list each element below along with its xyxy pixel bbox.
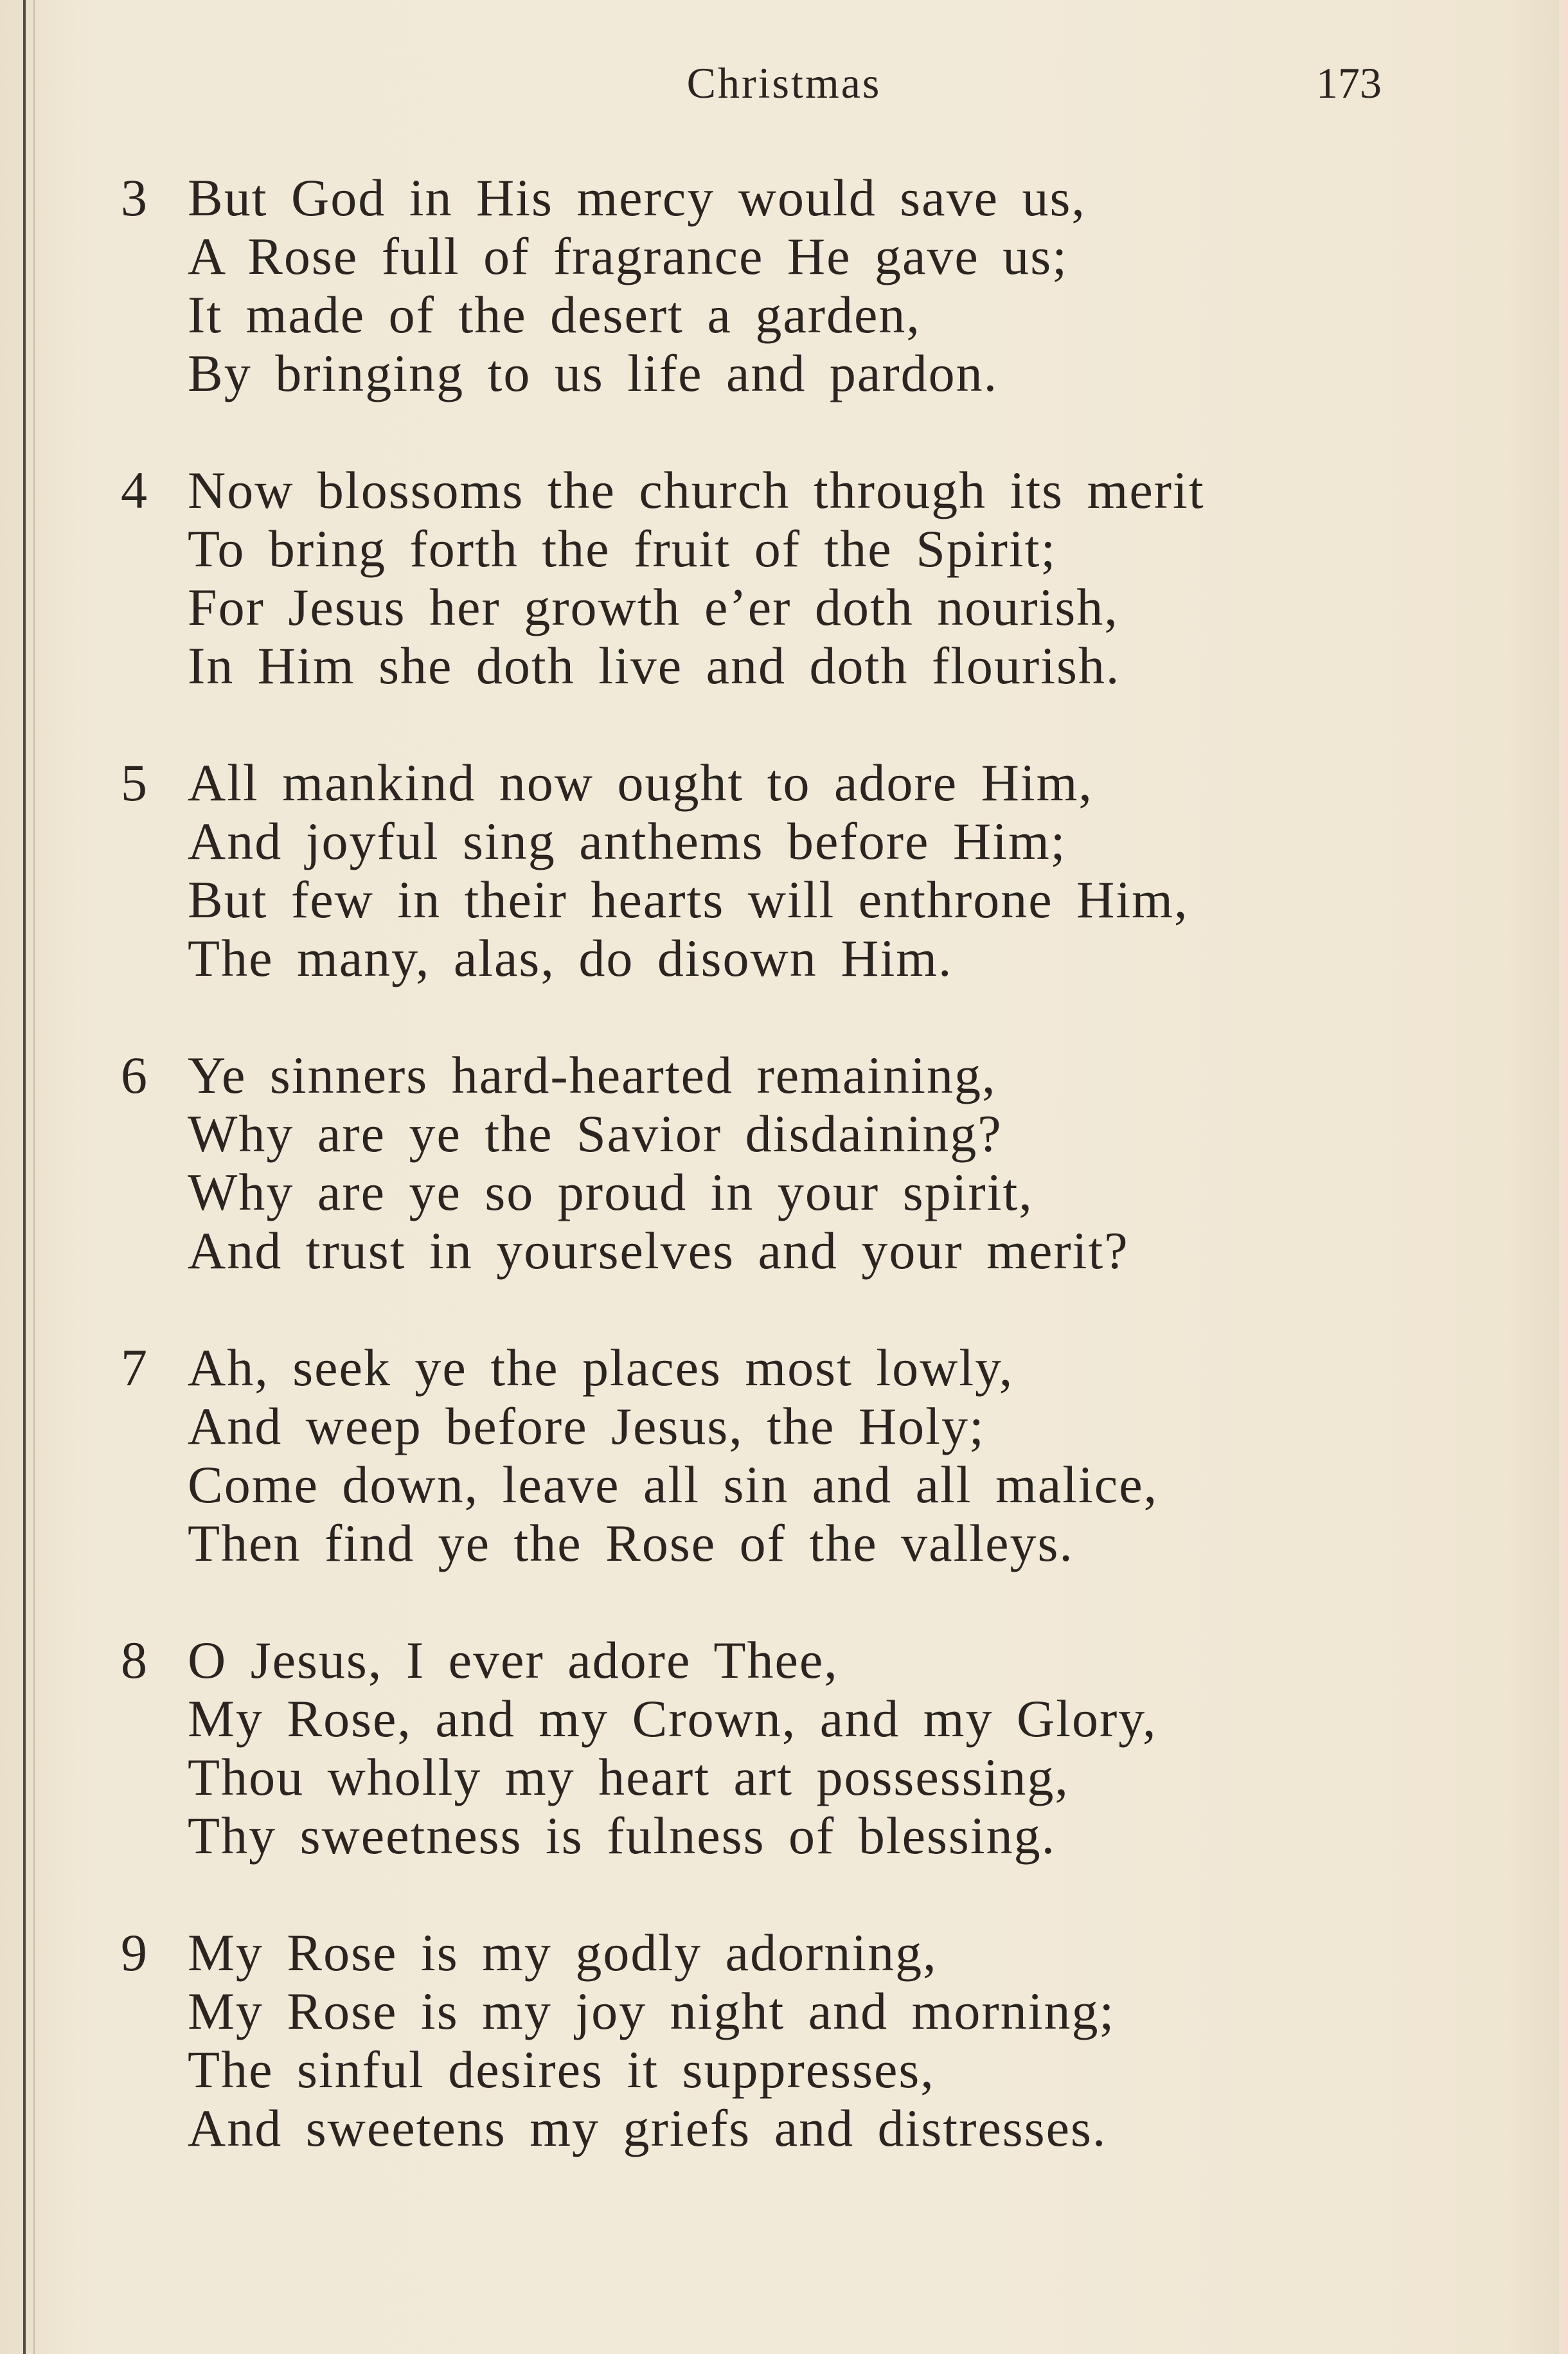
stanza-8 <box>121 1631 1457 1865</box>
verse-line: And sweetens my griefs and distresses. <box>188 2099 1107 2157</box>
stanza-number: 8 <box>121 1631 148 1689</box>
verse-line: But few in their hearts will enthrone Him, <box>188 870 1189 929</box>
stanza-number: 4 <box>121 461 148 519</box>
verse-line: A Rose full of fragrance He gave us; <box>188 227 1068 285</box>
verse-line: O Jesus, I ever adore Thee, <box>188 1631 839 1689</box>
verse-line: And joyful sing anthems before Him; <box>188 812 1067 870</box>
stanza-5 <box>121 753 1457 987</box>
stanza-number: 9 <box>121 1923 148 1982</box>
hymn-verses <box>121 168 1457 2216</box>
verse-line: But God in His mercy would save us, <box>188 168 1086 227</box>
stanza-7 <box>121 1338 1457 1572</box>
verse-line: And weep before Jesus, the Holy; <box>188 1397 985 1455</box>
verse-line: By bringing to us life and pardon. <box>188 344 999 402</box>
page-number: 173 <box>1316 58 1382 107</box>
binding-edge <box>23 0 26 2354</box>
verse-line: My Rose is my godly adorning, <box>188 1923 938 1982</box>
stanza-number: 3 <box>121 168 148 227</box>
page-edge <box>1559 0 1568 2354</box>
verse-line: The sinful desires it suppresses, <box>188 2040 935 2099</box>
stanza-3 <box>121 168 1457 402</box>
verse-line: In Him she doth live and doth flourish. <box>188 636 1121 695</box>
verse-line: For Jesus her growth e’er doth nourish, <box>188 578 1119 636</box>
running-title: Christmas <box>686 58 882 107</box>
verse-line: Thy sweetness is fulness of blessing. <box>188 1806 1056 1865</box>
binding-shadow <box>33 0 35 2354</box>
verse-line: Ah, seek ye the places most lowly, <box>188 1338 1014 1397</box>
verse-line: All mankind now ought to adore Him, <box>188 753 1093 812</box>
verse-line: Now blossoms the church through its merit <box>188 461 1205 519</box>
verse-line: My Rose, and my Crown, and my Glory, <box>188 1689 1157 1748</box>
page-header <box>0 58 1568 109</box>
stanza-6 <box>121 1046 1457 1280</box>
verse-line: Why are ye so proud in your spirit, <box>188 1163 1033 1221</box>
stanza-number: 5 <box>121 753 148 812</box>
stanza-4 <box>121 461 1457 695</box>
verse-line: The many, alas, do disown Him. <box>188 929 953 987</box>
stanza-number: 7 <box>121 1338 148 1397</box>
verse-line: My Rose is my joy night and morning; <box>188 1982 1116 2040</box>
stanza-number: 6 <box>121 1046 148 1104</box>
verse-line: Come down, leave all sin and all malice, <box>188 1455 1159 1514</box>
verse-line: And trust in yourselves and your merit? <box>188 1221 1129 1280</box>
stanza-9 <box>121 1923 1457 2157</box>
verse-line: Ye sinners hard-hearted remaining, <box>188 1046 997 1104</box>
verse-line: Why are ye the Savior disdaining? <box>188 1104 1002 1163</box>
verse-line: It made of the desert a garden, <box>188 285 921 344</box>
verse-line: To bring forth the fruit of the Spirit; <box>188 519 1057 578</box>
verse-line: Then find ye the Rose of the valleys. <box>188 1514 1074 1572</box>
verse-line: Thou wholly my heart art possessing, <box>188 1748 1069 1806</box>
